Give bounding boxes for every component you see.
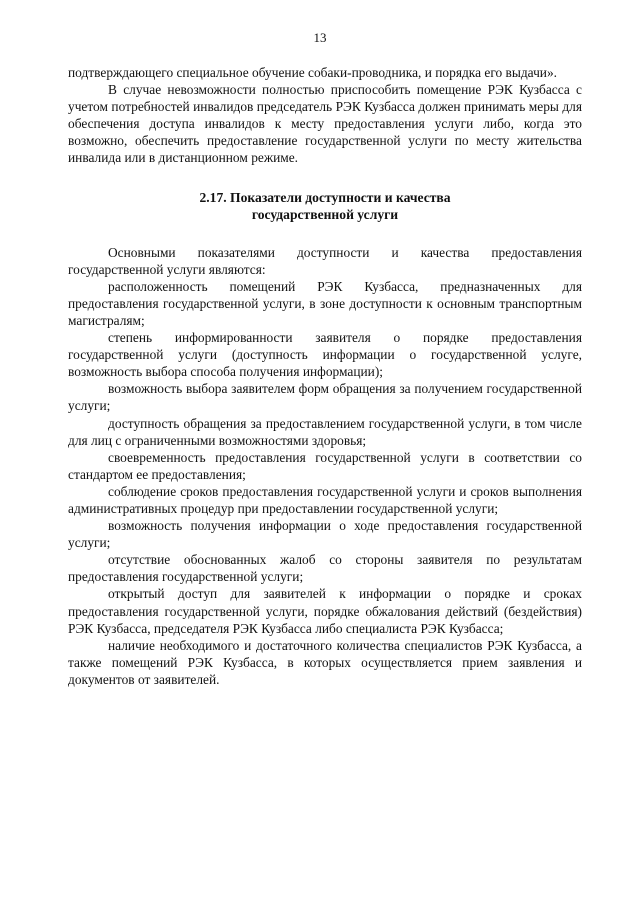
paragraph-intro: Основными показателями доступности и качества предоставления государственной услуги являются: [68,244,582,277]
indicator-item: открытый доступ для заявителей к информации о порядке и сроках предоставления государственной услуги, порядке обжалования действий (бездействия) РЭК Кузбасса, председателя РЭК Кузбасса либо специалиста РЭК Кузбасса; [68,586,582,636]
section-heading-line-2: государственной услуги [251,207,399,223]
section-heading-line-1: 2.17. Показатели доступности и качества [199,189,451,205]
indicator-item: своевременность предоставления государственной услуги в соответствии со стандартом ее предоставления; [68,449,582,482]
indicator-item: расположенность помещений РЭК Кузбасса, предназначенных для предоставления государственной услуги, в зоне доступности к основным транспортным магистралям; [68,278,582,328]
paragraph-accessibility-measures: В случае невозможности полностью приспособить помещение РЭК Кузбасса с учетом потребностей инвалидов председатель РЭК Кузбасса должен принимать меры для обеспечения доступа инвалидов к месту предоставления услуги либо, когда это возможно, обеспечить предоставление государственной услуги по месту жительства инвалида или в дистанционном режиме. [68,82,582,166]
indicator-item: доступность обращения за предоставлением государственной услуги, в том числе для лиц с ограниченными возможностями здоровья; [68,415,582,448]
page-number: 13 [313,30,327,45]
section-heading [68,189,582,224]
indicator-item: возможность получения информации о ходе предоставления государственной услуги; [68,518,582,551]
indicator-item: отсутствие обоснованных жалоб со стороны заявителя по результатам предоставления государственной услуги; [68,552,582,585]
indicator-item: наличие необходимого и достаточного количества специалистов РЭК Кузбасса, а также помещений РЭК Кузбасса, в которых осуществляется прием заявления и документов от заявителей. [68,637,582,687]
paragraph-continuation: подтверждающего специальное обучение собаки-проводника, и порядка его выдачи». [68,65,558,80]
indicator-item: возможность выбора заявителем форм обращения за получением государственной услуги; [68,381,582,414]
indicator-item: соблюдение сроков предоставления государственной услуги и сроков выполнения административных процедур при предоставлении государственной услуги; [68,483,582,516]
document-body [68,64,582,688]
indicator-item: степень информированности заявителя о порядке предоставления государственной услуги (доступность информации о государственной услуге, возможность выбора способа получения информации); [68,330,582,380]
